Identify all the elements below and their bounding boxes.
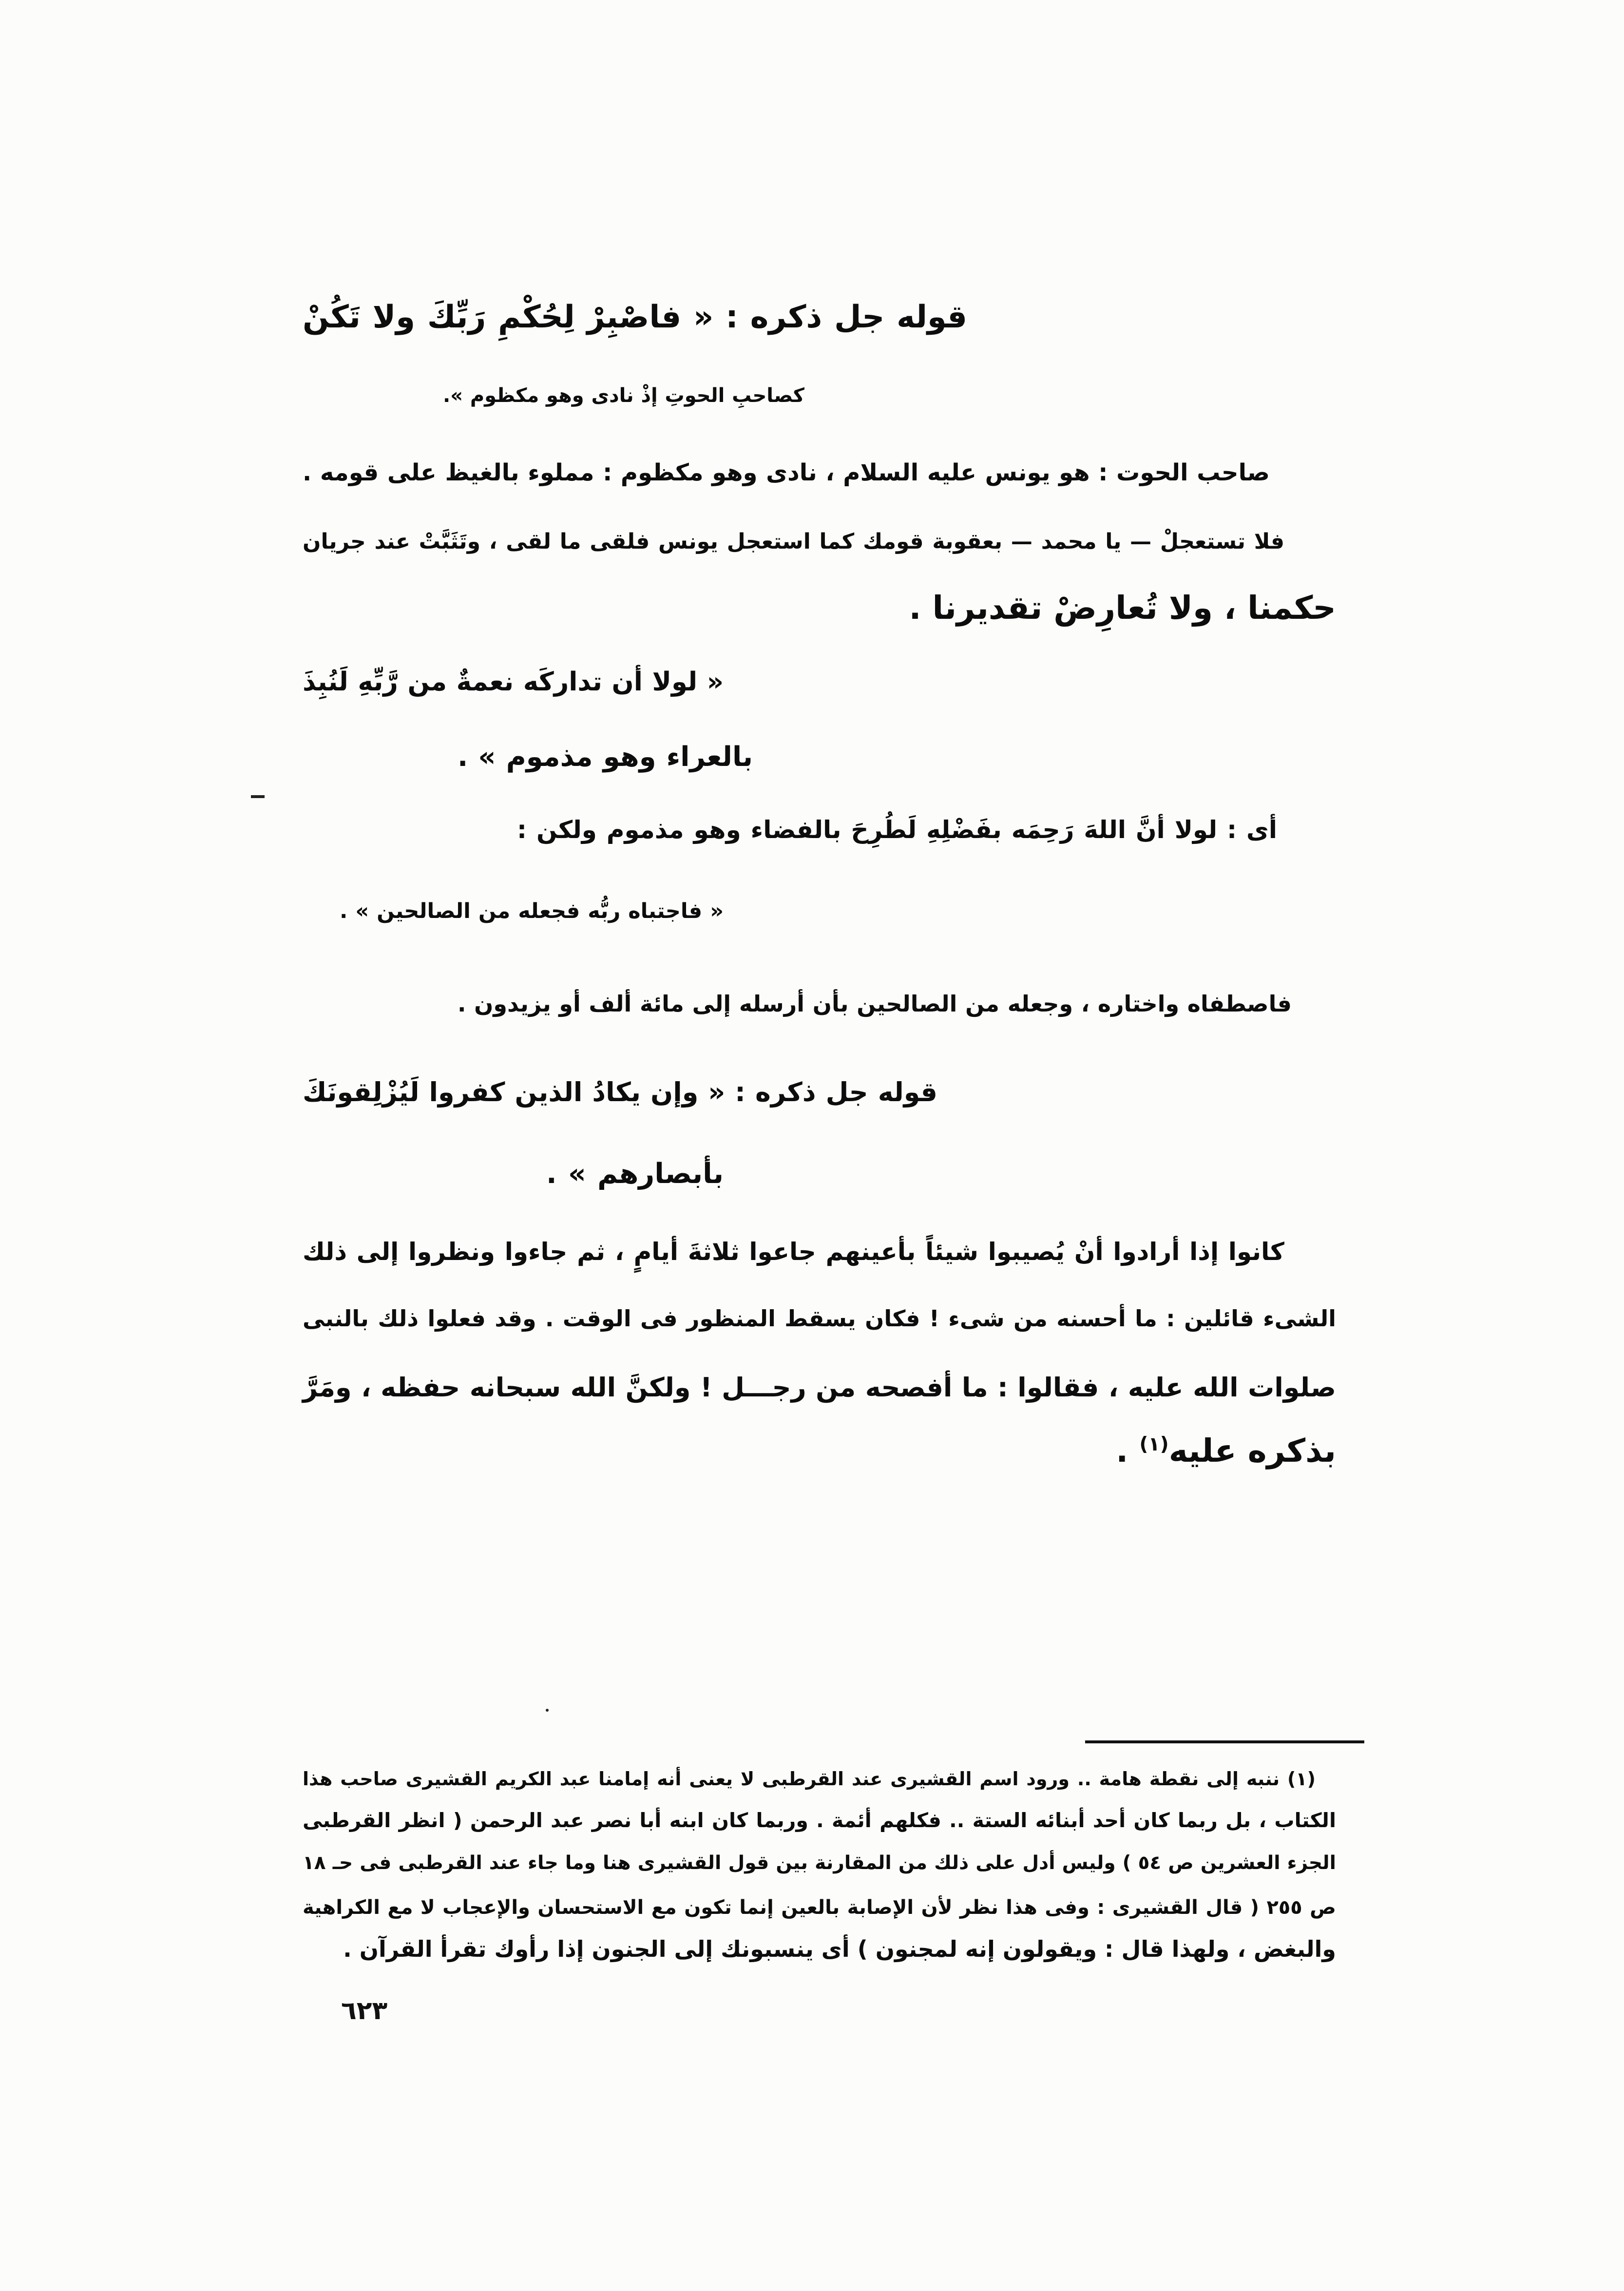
commentary-line: كانوا إذا أرادوا أنْ يُصيبوا شيئاً بأعينهم جاعوا ثلاثةَ أيامٍ ، ثم جاءوا ونظروا إلى ذلك (303, 1238, 1284, 1266)
page-number: ٦٢٣ (341, 1996, 388, 2025)
footnote-marker: (١) (1139, 1433, 1169, 1455)
commentary-line (877, 1427, 1336, 1475)
verse-line: بأبصارهم » . (546, 1158, 724, 1190)
commentary-line: صلوات الله عليه ، فقالوا : ما أفصحه من رجـــل ! ولكنَّ الله سبحانه حفظه ، ومَرَّ (303, 1372, 1336, 1403)
footnote-line: الكتاب ، بل ربما كان أحد أبنائه الستة .. فكلهم أئمة . وربما كان ابنه أبا نصر عبد الرحمن ( انظر القرطبى (303, 1809, 1336, 1832)
commentary-line: الشىء قائلين : ما أحسنه من شىء ! فكان يسقط المنظور فى الوقت . وقد فعلوا ذلك بالنبى (303, 1305, 1336, 1332)
scan-mark (251, 795, 265, 798)
commentary-line: فلا تستعجلْ — يا محمد — بعقوبة قومك كما استعجل يونس فلقى ما لقى ، وتَثَبَّتْ عند جريان (303, 529, 1284, 554)
footnote-line: ص ٢٥٥ ( قال القشيرى : وفى هذا نظر لأن الإصابة بالعين إنما تكون مع الاستحسان والإعجاب لا مع الكراهية (303, 1896, 1336, 1919)
commentary-line: أى : لولا أنَّ اللهَ رَحِمَه بفَضْلِهِ لَطُرِحَ بالفضاء وهو مذموم ولكن : (517, 816, 1277, 844)
verse-line: « فاجتباه ربُّه فجعله من الصالحين » . (340, 899, 724, 923)
commentary-line: صاحب الحوت : هو يونس عليه السلام ، نادى وهو مكظوم : مملوء بالغيظ على قومه . (303, 459, 1270, 486)
commentary-text: بذكره عليه (1168, 1432, 1336, 1470)
scan-mark (546, 1709, 549, 1712)
verse-line: كصاحبِ الحوتِ إذْ نادى وهو مكظوم ». (443, 384, 804, 407)
verse-line: « لولا أن تداركَه نعمةٌ من رَّبِّهِ لَنُبِذَ (303, 667, 724, 697)
footnote-line: (١) ننبه إلى نقطة هامة .. ورود اسم القشيرى عند القرطبى لا يعنى أنه إمامنا عبد الكريم القشيرى صاحب هذا (303, 1768, 1316, 1790)
verse-heading-line: قوله جل ذكره : « فاصْبِرْ لِحُكْمِ رَبِّكَ ولا تَكُنْ (303, 299, 967, 335)
verse-heading-line: قوله جل ذكره : « وإن يكادُ الذين كفروا لَيُزْلِقونَكَ (303, 1077, 937, 1107)
commentary-line: فاصطفاه واختاره ، وجعله من الصالحين بأن أرسله إلى مائة ألف أو يزيدون . (458, 991, 1292, 1017)
footnote-line: والبغض ، ولهذا قال : ويقولون إنه لمجنون ) أى ينسبونك إلى الجنون إذا رأوك تقرأ القرآن . (343, 1936, 1336, 1962)
footnote-separator (1085, 1740, 1364, 1743)
commentary-line: حكمنا ، ولا تُعارِضْ تقديرنا . (909, 589, 1336, 627)
verse-line: بالعراء وهو مذموم » . (458, 741, 753, 773)
footnote-line: الجزء العشرين ص ٥٤ ) وليس أدل على ذلك من المقارنة بين قول القشيرى هنا وما جاء عند القرطبى فى حـ ١٨ (303, 1852, 1336, 1874)
sentence-end: . (1116, 1432, 1140, 1470)
